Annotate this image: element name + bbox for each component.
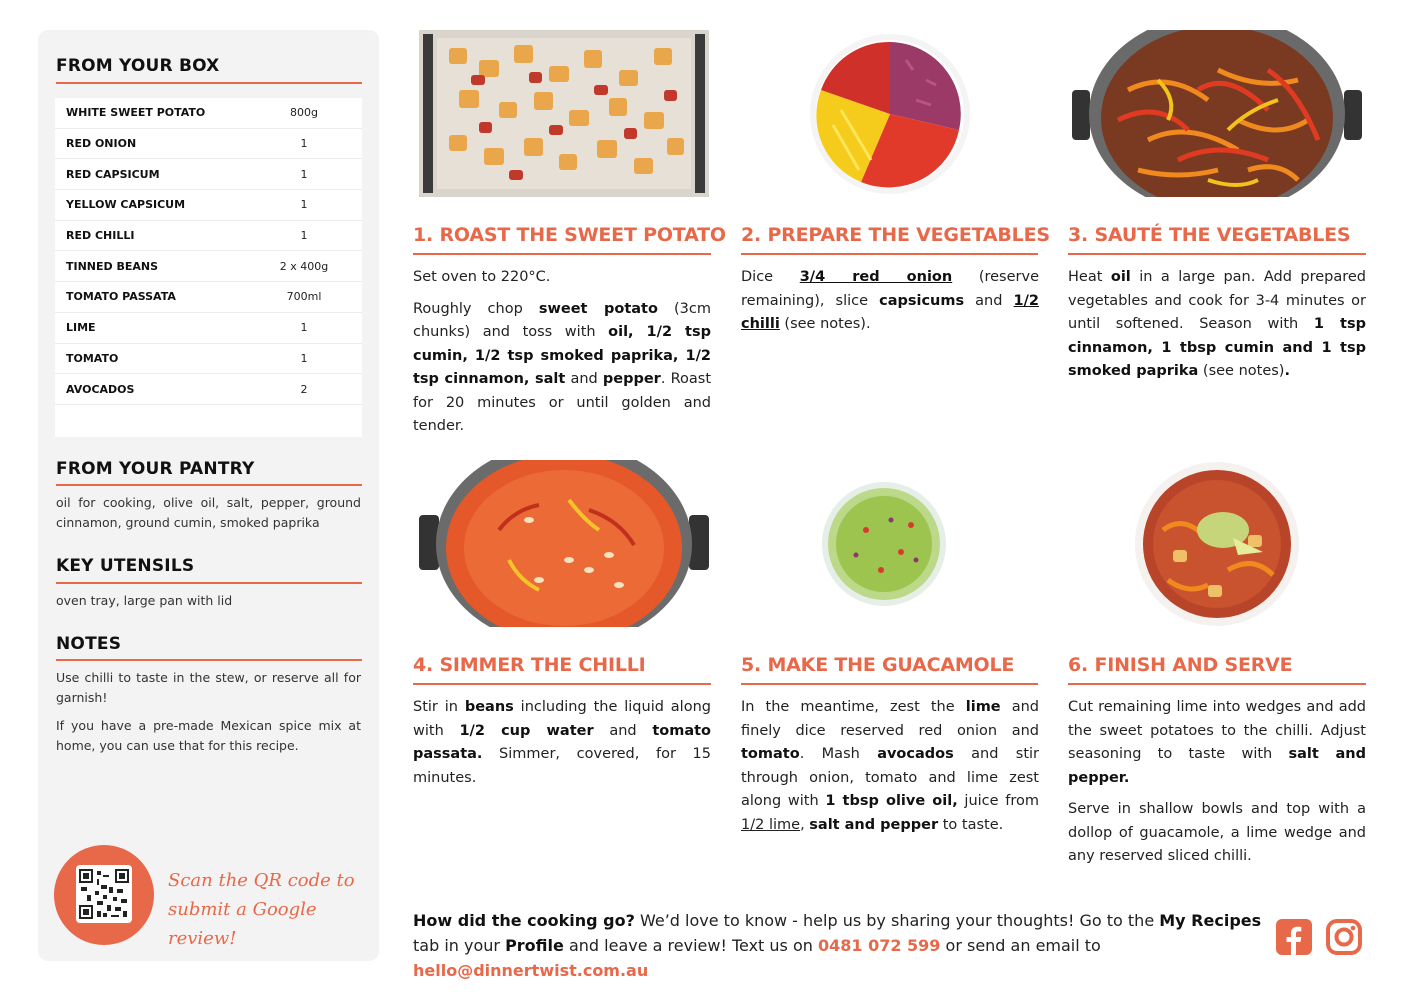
ingredient-name: WHITE SWEET POTATO	[66, 106, 206, 120]
ingredient-quantity: 1	[300, 198, 308, 212]
notes-title: NOTES	[56, 634, 122, 654]
simmering-chilli-pan-photo	[419, 460, 709, 627]
ingredient-quantity: 1	[300, 351, 308, 365]
ingredient-row	[55, 190, 362, 221]
ingredient-name: YELLOW CAPSICUM	[66, 198, 186, 212]
step-1-title: 1. ROAST THE SWEET POTATO	[413, 224, 726, 246]
ingredient-name: TOMATO	[66, 351, 119, 365]
phone-link[interactable]: 0481 072 599	[817, 936, 941, 955]
ingredient-row	[55, 251, 362, 282]
ingredient-quantity: 2 x 400g	[279, 259, 329, 273]
ingredient-row	[55, 374, 362, 405]
guacamole-bowl-photo	[741, 460, 1039, 627]
step-2-title: 2. PREPARE THE VEGETABLES	[741, 224, 1050, 246]
ingredient-quantity: 1	[300, 321, 308, 335]
ingredient-quantity: 1	[300, 229, 308, 243]
ingredient-quantity: 1	[300, 137, 308, 151]
title-divider	[56, 582, 362, 584]
ingredient-name: RED CAPSICUM	[66, 167, 160, 181]
step-3-body: Heat oil in a large pan. Add prepared vegetables and cook for 3-4 minutes or until softened. Season with 1 tsp cinnamon, 1 tbsp cumin and 1 tsp smoked paprika (see notes).	[1068, 269, 1366, 379]
notes-list	[56, 668, 361, 764]
ingredient-row	[55, 344, 362, 375]
ingredient-quantity: 700ml	[286, 290, 322, 304]
utensils-title: KEY UTENSILS	[56, 556, 195, 576]
step-1-body: Set oven to 220°C. Roughly chop sweet potato (3cm chunks) and toss with oil, 1/2 tsp cumin, 1/2 tsp smoked paprika, 1/2 tsp cinnamon, salt and pepper. Roast for 20 minutes or until golden and tender.	[413, 269, 712, 434]
qr-code-icon[interactable]	[76, 865, 132, 923]
feedback-footer: How did the cooking go? We’d love to know - help us by sharing your thoughts! Go to the My Recipes tab in your Profile and leave a review! Text us on 0481 072 599 or send an email to hello@dinnertwist.com.au	[413, 911, 1262, 980]
step-divider	[413, 253, 711, 255]
step-divider	[1068, 253, 1366, 255]
ingredient-table	[55, 98, 362, 437]
from-box-title: FROM YOUR BOX	[56, 56, 220, 76]
ingredient-name: RED ONION	[66, 137, 137, 151]
step-3-title: 3. SAUTÉ THE VEGETABLES	[1068, 224, 1351, 246]
sliced-vegetables-bowl-photo	[741, 30, 1039, 197]
step-divider	[741, 253, 1038, 255]
ingredient-row	[55, 159, 362, 190]
ingredient-row	[55, 282, 362, 313]
note-item: Use chilli to taste in the stew, or reserve all for garnish!	[56, 670, 361, 705]
utensils-text: oven tray, large pan with lid	[56, 593, 233, 608]
ingredient-quantity: 1	[300, 167, 308, 181]
ingredient-row	[55, 129, 362, 160]
title-divider	[56, 484, 362, 486]
roasted-sweet-potato-tray-photo	[419, 30, 709, 197]
instagram-icon[interactable]	[1325, 918, 1363, 956]
pantry-text: oil for cooking, olive oil, salt, pepper, ground cinnamon, ground cumin, smoked paprika	[56, 495, 361, 530]
qr-code-badge[interactable]	[54, 845, 154, 945]
ingredient-row	[55, 313, 362, 344]
facebook-icon[interactable]	[1275, 918, 1313, 956]
email-link[interactable]: hello@dinnertwist.com.au	[413, 961, 649, 980]
ingredient-name: TOMATO PASSATA	[66, 290, 176, 304]
ingredient-name: AVOCADOS	[66, 382, 135, 396]
step-5-body: In the meantime, zest the lime and finely dice reserved red onion and tomato. Mash avocados and stir through onion, tomato and lime zest along with 1 tbsp olive oil, juice from 1/2 lime, salt and pepper to taste.	[741, 699, 1040, 833]
pantry-title: FROM YOUR PANTRY	[56, 459, 255, 479]
finished-chilli-bowl-photo	[1068, 460, 1366, 627]
title-divider	[56, 82, 362, 84]
title-divider	[56, 659, 362, 661]
step-4-body: Stir in beans including the liquid along with 1/2 cup water and tomato passata. Simmer, covered, for 15 minutes.	[413, 699, 711, 786]
note-item: If you have a pre-made Mexican spice mix at home, you can use that for this recipe.	[56, 718, 361, 753]
sauteed-vegetables-pan-photo	[1068, 30, 1366, 197]
ingredient-name: LIME	[66, 321, 96, 335]
ingredients-panel	[38, 30, 379, 961]
step-divider	[741, 683, 1038, 685]
step-6-title: 6. FINISH AND SERVE	[1068, 654, 1293, 676]
ingredient-name: TINNED BEANS	[66, 259, 159, 273]
step-2-body: Dice 3/4 red onion (reserve remaining), slice capsicums and 1/2 chilli (see notes).	[741, 269, 1039, 332]
ingredient-row	[55, 221, 362, 252]
step-divider	[413, 683, 711, 685]
ingredient-quantity: 800g	[290, 106, 318, 120]
ingredient-quantity: 2	[300, 382, 308, 396]
step-5-title: 5. MAKE THE GUACAMOLE	[741, 654, 1015, 676]
step-6-body: Cut remaining lime into wedges and add the sweet potatoes to the chilli. Adjust seasoning to taste with salt and pepper. Serve in shallow bowls and top with a dollop of guacamole, a lime wedge and any reserved sliced chilli.	[1068, 699, 1367, 864]
step-divider	[1068, 683, 1366, 685]
step-4-title: 4. SIMMER THE CHILLI	[413, 654, 646, 676]
ingredient-row	[55, 98, 362, 129]
my-recipes-link[interactable]: My Recipes	[1159, 911, 1262, 930]
profile-link[interactable]: Profile	[505, 936, 564, 955]
qr-review-prompt: Scan the QR code to submit a Google review!	[168, 870, 355, 949]
ingredient-name: RED CHILLI	[66, 229, 135, 243]
